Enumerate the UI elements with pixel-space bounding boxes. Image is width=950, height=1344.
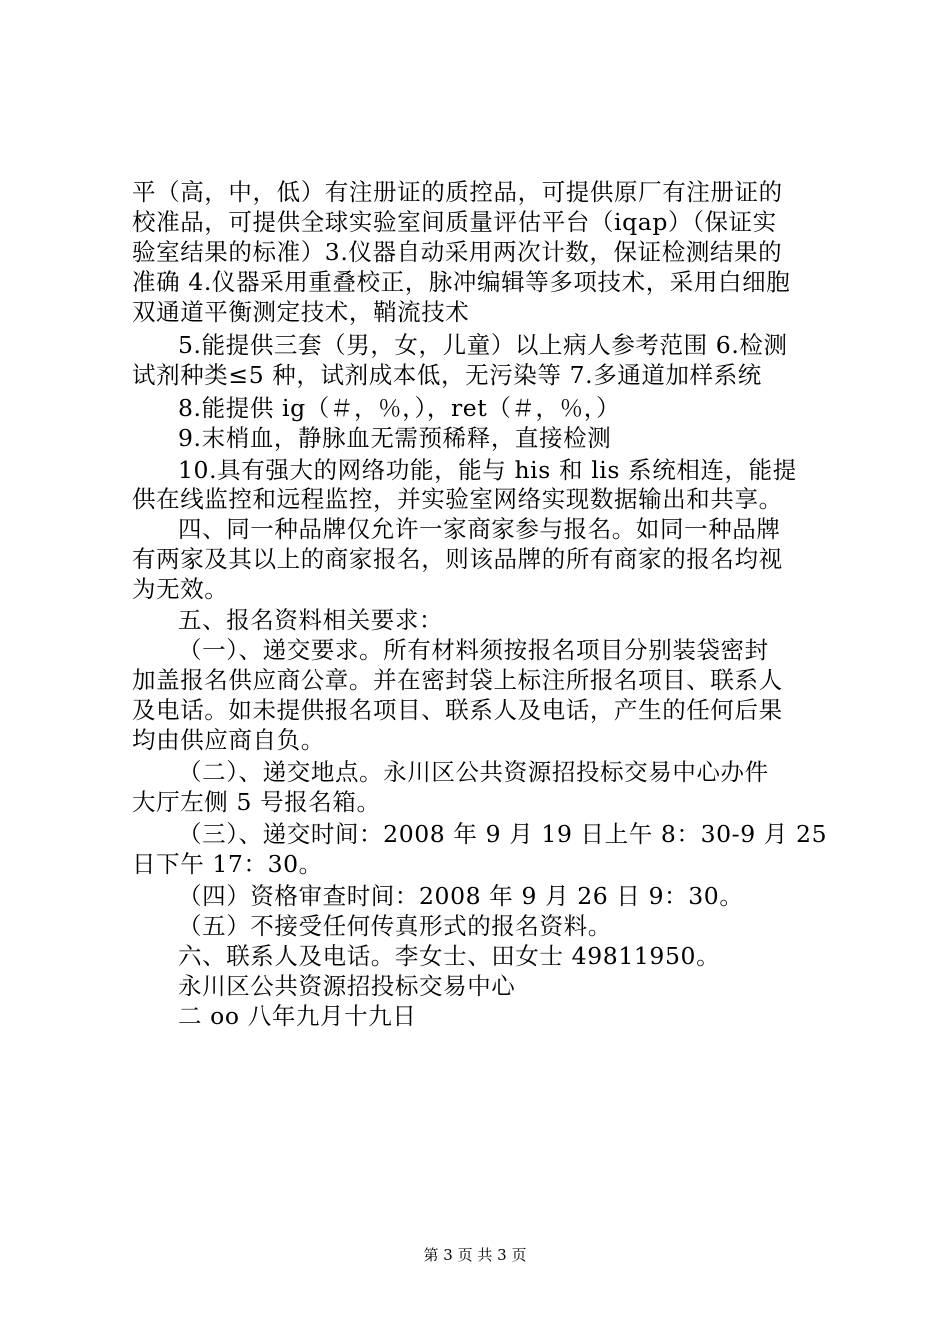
body-line-2: 校准品，可提供全球实验室间质量评估平台（iqap）（保证实 [132, 208, 777, 236]
body-line-3: 验室结果的标准）3.仪器自动采用两次计数，保证检测结果的 [132, 238, 783, 266]
body-line-10: 10.具有强大的网络功能，能与 his 和 lis 系统相连，能提 [178, 456, 797, 484]
body-line-4: 准确 4.仪器采用重叠校正，脉冲编辑等多项技术，采用白细胞 [132, 268, 791, 296]
body-line-5: 双通道平衡测定技术，鞘流技术 [132, 298, 470, 326]
body-line-21: 大厅左侧 5 号报名箱。 [132, 788, 381, 816]
body-line-7: 试剂种类≤5 种，试剂成本低，无污染等 7.多通道加样系统 [132, 361, 762, 389]
body-line-26: 六、联系人及电话。李女士、田女士 49811950。 [178, 942, 721, 970]
body-line-13: 有两家及其以上的商家报名，则该品牌的所有商家的报名均视 [132, 545, 783, 573]
body-line-12: 四、同一种品牌仅允许一家商家参与报名。如同一种品牌 [178, 515, 781, 543]
body-line-19: 均由供应商自负。 [132, 726, 325, 754]
body-line-8: 8.能提供 ig（＃，％，），ret（＃，％，） [178, 394, 621, 422]
body-line-20: （二）、递交地点。永川区公共资源招投标交易中心办件 [178, 758, 769, 786]
body-line-14: 为无效。 [132, 575, 229, 603]
body-line-25: （五）不接受任何传真形式的报名资料。 [178, 912, 612, 940]
body-line-15: 五、报名资料相关要求： [178, 606, 444, 634]
body-line-17: 加盖报名供应商公章。并在密封袋上标注所报名项目、联系人 [132, 666, 783, 694]
body-line-24: （四）资格审查时间：2008 年 9 月 26 日 9：30。 [178, 882, 744, 910]
body-line-18: 及电话。如未提供报名项目、联系人及电话，产生的任何后果 [132, 696, 783, 724]
body-line-6: 5.能提供三套（男，女，儿童）以上病人参考范围 6.检测 [178, 331, 788, 359]
body-line-11: 供在线监控和远程监控，并实验室网络实现数据输出和共享。 [132, 485, 783, 513]
body-line-16: （一）、递交要求。所有材料须按报名项目分别装袋密封 [178, 636, 769, 664]
body-line-9: 9.末梢血，静脉血无需预稀释，直接检测 [178, 424, 612, 452]
body-line-23: 日下午 17：30。 [132, 850, 323, 878]
page-number-footer: 第 3 页 共 3 页 [423, 1246, 527, 1264]
body-line-22: （三）、递交时间：2008 年 9 月 19 日上午 8：30-9 月 25 [178, 820, 828, 848]
body-line-28: 二 oo 八年九月十九日 [178, 1002, 417, 1030]
body-line-1: 平（高，中，低）有注册证的质控品，可提供原厂有注册证的 [132, 178, 783, 206]
body-line-27: 永川区公共资源招投标交易中心 [178, 972, 516, 1000]
